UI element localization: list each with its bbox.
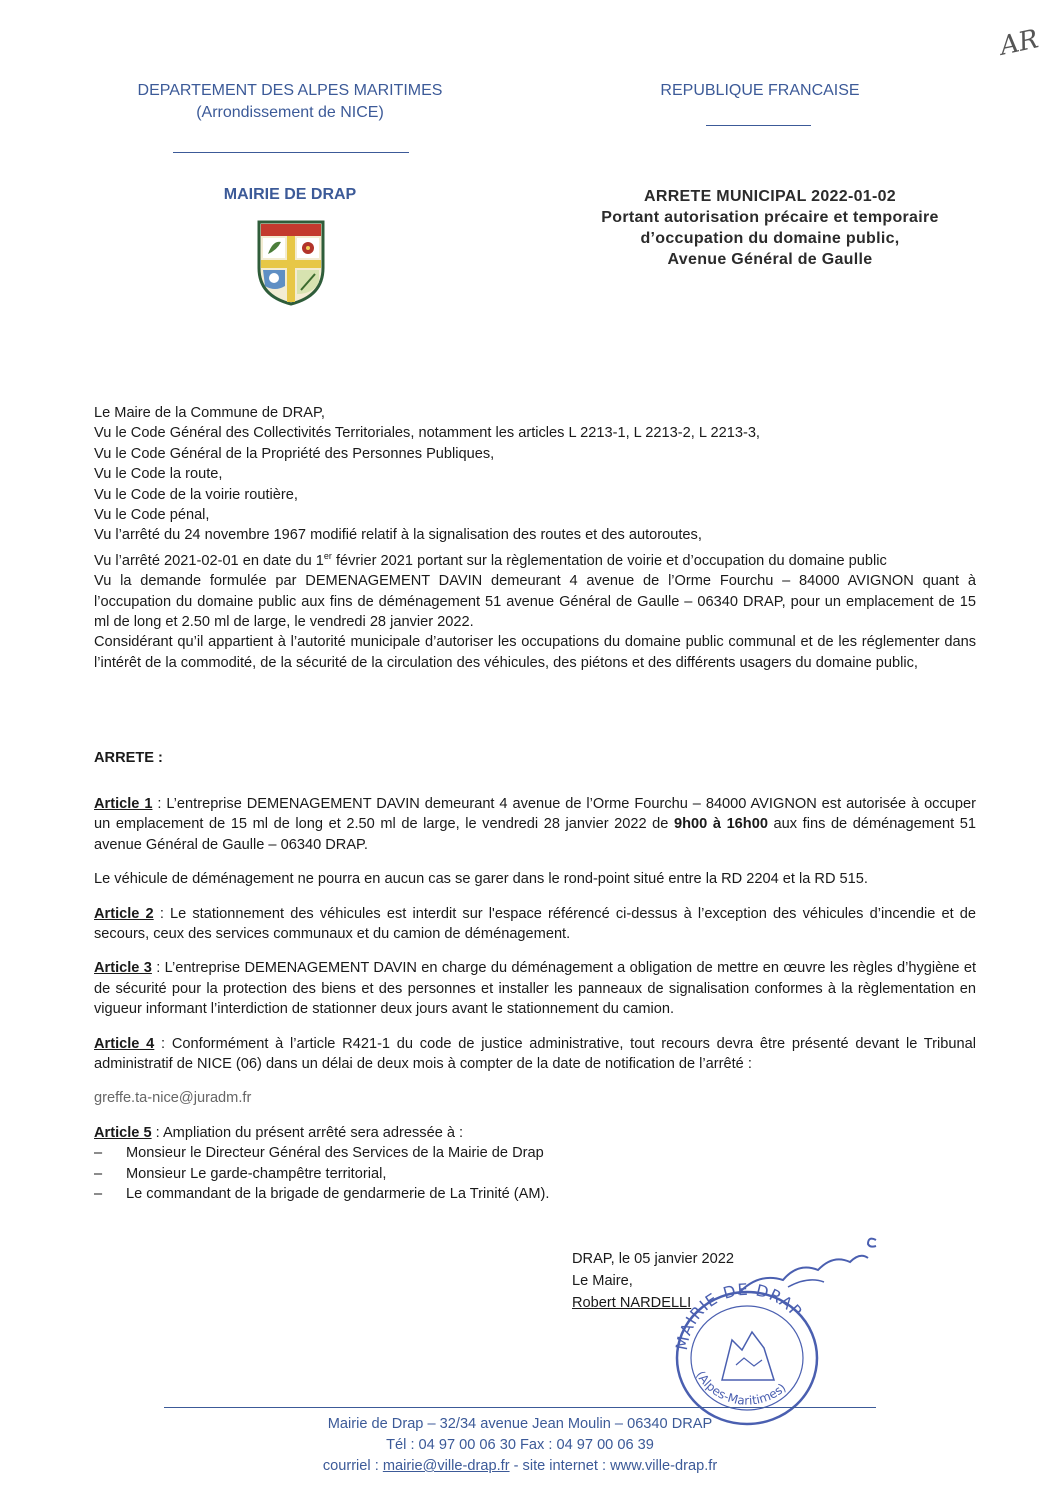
list-item: – Le commandant de la brigade de gendarmerie de La Trinité (AM).	[94, 1186, 550, 1203]
preamble-line: Vu le Code Général des Collectivités Territoriales, notamment les articles L 2213-1, L 2213-2, L 2213-3,	[94, 425, 760, 442]
article-text: : L’entreprise DEMENAGEMENT DAVIN en charge du déménagement a obligation de mettre en œuvre les règles d’hygiène et de sécurité pour la protection des biens et des personnes et installer les panneaux de signalisation conformes à la règlementation en vigueur informant l’interdiction de stationner deux jours avant le stationnement du camion.	[94, 960, 976, 1018]
stamp-text-top: MAIRIE DE DRAP	[671, 1279, 807, 1352]
signature-role: Le Maire,	[572, 1273, 633, 1289]
article-1	[94, 794, 976, 855]
arrete-label: ARRETE :	[94, 750, 163, 766]
stamp-text-bottom: (Alpes-Maritimes)	[693, 1368, 789, 1408]
articles	[94, 794, 976, 1205]
initials-mark: AR	[997, 24, 1042, 62]
article-text: : Ampliation du présent arrêté sera adressée à :	[151, 1124, 464, 1141]
left-divider	[173, 152, 409, 153]
preamble	[94, 403, 976, 673]
footer-divider	[164, 1407, 876, 1408]
article-text: : Conformément à l’article R421-1 du code de justice administrative, tout recours devra être présenté devant le Tribunal administratif de NICE (06) dans un délai de deux mois à compter de la date de notification de l’arrêté :	[94, 1035, 976, 1073]
republic-label: REPUBLIQUE FRANCAISE	[660, 82, 860, 99]
list-item-text: Le commandant de la brigade de gendarmerie de La Trinité (AM).	[126, 1186, 550, 1203]
arrondissement: (Arrondissement de NICE)	[196, 104, 384, 121]
decree-subtitle-1: Portant autorisation précaire et temporaire	[601, 209, 939, 226]
article-text: : Le stationnement des véhicules est interdit sur l'espace référencé ci-dessus à l’exception des véhicules d’incendie et de secours, ceux des services communaux et du camion de déménagement.	[94, 905, 977, 943]
preamble-line: Le Maire de la Commune de DRAP,	[94, 405, 325, 421]
header-left	[100, 80, 480, 124]
decree-title	[535, 186, 1005, 270]
article-text: aux fins de déménagement 51 avenue Général de Gaulle – 06340 DRAP.	[94, 816, 976, 853]
article-1-note: Le véhicule de déménagement ne pourra en aucun cas se garer dans le rond-point situé entre la RD 2204 et la RD 515.	[94, 871, 868, 888]
footer-website: - site internet : www.ville-drap.fr	[509, 1458, 718, 1474]
list-item: – Monsieur le Directeur Général des Services de la Mairie de Drap	[94, 1145, 544, 1162]
footer-contact-prefix: courriel :	[322, 1458, 383, 1474]
right-divider	[706, 125, 811, 126]
preamble-line: Vu le Code la route,	[94, 466, 223, 483]
preamble-paragraph: Considérant qu’il appartient à l’autorité municipale d’autoriser les occupations du domaine public communal et de les réglementer dans l’intérêt de la commodité, de la sécurité de la circulation des véhicules, des piétons et des différents usagers du domaine public,	[94, 634, 976, 671]
list-item-text: Monsieur Le garde-champêtre territorial,	[126, 1165, 387, 1182]
article-5-label: Article 5	[94, 1124, 152, 1141]
decree-number: ARRETE MUNICIPAL 2022-01-02	[643, 188, 897, 205]
preamble-text: Vu l’arrêté 2021-02-01 en date du 1	[94, 552, 324, 569]
preamble-line: Vu le Code pénal,	[94, 507, 210, 524]
decree-subtitle-2: d’occupation du domaine public,	[640, 230, 900, 247]
article-1-label: Article 1	[94, 796, 153, 812]
time-end: 16h00	[726, 816, 768, 833]
preamble-paragraph: Vu la demande formulée par DEMENAGEMENT DAVIN demeurant 4 avenue de l’Orme Fourchu – 84000 AVIGNON quant à l’occupation du domaine public aux fins de déménagement 51 avenue Général de Gaulle – 06340 DRAP, pour un emplacement de 15 ml de long et 2.50 ml de large, le vendredi 28 janvier 2022.	[94, 573, 976, 630]
handwritten-signature	[728, 1232, 878, 1302]
time-separator: à	[707, 816, 727, 833]
article-2	[94, 904, 976, 945]
footer-address: Mairie de Drap – 32/34 avenue Jean Moulin – 06340 DRAP	[327, 1416, 713, 1432]
preamble-line: Vu le Code Général de la Propriété des Personnes Publiques,	[94, 445, 495, 462]
signature-place-date: DRAP, le 05 janvier 2022	[572, 1251, 734, 1267]
time-start: 9h00	[674, 816, 708, 833]
article-3	[94, 958, 976, 1019]
decree-subtitle-3: Avenue Général de Gaulle	[667, 251, 873, 268]
article-5	[94, 1123, 976, 1143]
footer-email-link[interactable]: mairie@ville-drap.fr	[382, 1458, 510, 1474]
preamble-paragraph	[94, 546, 976, 571]
footer-contact	[164, 1456, 876, 1477]
court-email[interactable]: greffe.ta-nice@juradm.fr	[94, 1090, 252, 1107]
coat-of-arms-logo	[255, 216, 327, 306]
preamble-line: Vu l’arrêté du 24 novembre 1967 modifié relatif à la signalisation des routes et des autoroutes,	[94, 527, 702, 544]
article-2-label: Article 2	[94, 905, 154, 922]
list-item-text: Monsieur le Directeur Général des Services de la Mairie de Drap	[126, 1145, 544, 1162]
article-3-label: Article 3	[94, 960, 152, 977]
department-name: DEPARTEMENT DES ALPES MARITIMES	[137, 82, 443, 99]
superscript: er	[323, 550, 332, 561]
preamble-line: Vu le Code de la voirie routière,	[94, 486, 298, 503]
footer	[164, 1414, 876, 1477]
signature-name: Robert NARDELLI	[572, 1295, 692, 1311]
preamble-text: février 2021 portant sur la règlementation de voirie et d’occupation du domaine public	[331, 552, 887, 569]
footer-phone: Tél : 04 97 00 06 30 Fax : 04 97 00 06 39	[386, 1437, 654, 1453]
article-text: : L’entreprise DEMENAGEMENT DAVIN demeurant 4 avenue de l’Orme Fourchu – 84000 AVIGNON est autorisée à occuper un emplacement de 15 ml de long et 2.50 ml de large, le vendredi 28 janvier 2022 de	[94, 796, 976, 833]
list-item: – Monsieur Le garde-champêtre territorial,	[94, 1165, 387, 1182]
article-4-label: Article 4	[94, 1035, 155, 1052]
article-4	[94, 1034, 976, 1075]
mairie-label: MAIRIE DE DRAP	[223, 186, 357, 203]
